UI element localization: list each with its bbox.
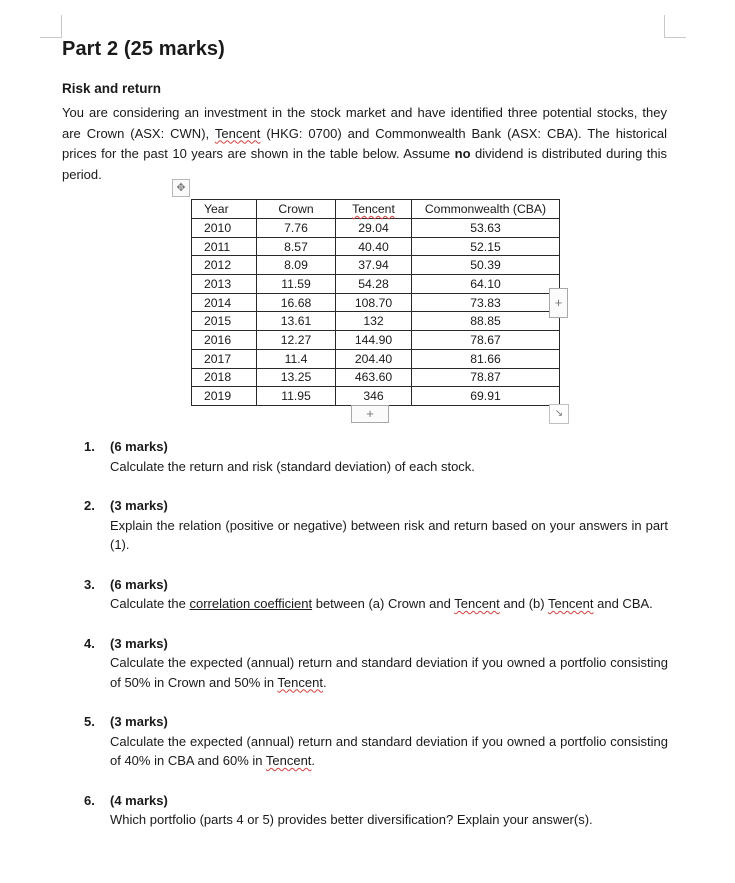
cell-tencent: 29.04 — [336, 219, 412, 238]
intro-paragraph: You are considering an investment in the stock market and have identified three potential stocks, they are Crown (ASX: CWN), Tencent (HKG: 0700) and Commonwealth Bank (ASX: CBA). The historical prices for the past 10 years are shown in the table below. Assume no dividend is distributed during this period. — [62, 105, 668, 182]
question-item: 2. (3 marks) Explain the relation (positive or negative) between risk and return based on your answers in part (1). — [84, 498, 668, 552]
cell-crown: 8.09 — [257, 256, 336, 275]
cell-crown: 12.27 — [257, 331, 336, 350]
table-row — [192, 275, 560, 294]
cell-year: 2017 — [192, 349, 257, 368]
cell-year: 2012 — [192, 256, 257, 275]
cell-cba: 69.91 — [412, 387, 560, 406]
cell-cba: 64.10 — [412, 275, 560, 294]
table-row — [192, 368, 560, 387]
cell-crown: 8.57 — [257, 237, 336, 256]
cell-tencent: 40.40 — [336, 237, 412, 256]
cell-tencent: 54.28 — [336, 275, 412, 294]
cell-crown: 11.4 — [257, 349, 336, 368]
cell-tencent: 463.60 — [336, 368, 412, 387]
crop-mark-left-horizontal — [40, 37, 62, 38]
cell-tencent: 37.94 — [336, 256, 412, 275]
question-item: 3. (6 marks) Calculate the correlation coefficient between (a) Crown and Tencent and (b) Tencent and CBA. — [84, 576, 653, 611]
page-title: Part 2 (25 marks) — [62, 38, 225, 60]
section-title: Risk and return — [62, 81, 162, 96]
crop-mark-right-horizontal — [664, 37, 686, 38]
cell-cba: 73.83 — [412, 293, 560, 312]
crop-mark-left-vertical — [61, 15, 62, 37]
cell-tencent: 144.90 — [336, 331, 412, 350]
cell-cba: 52.15 — [412, 237, 560, 256]
cell-year: 2010 — [192, 219, 257, 238]
cell-year: 2019 — [192, 387, 257, 406]
cell-year: 2015 — [192, 312, 257, 331]
spellcheck-word-tencent[interactable]: Tencent — [214, 125, 261, 141]
table-row — [192, 312, 560, 331]
cell-year: 2011 — [192, 237, 257, 256]
table-header-row — [192, 200, 560, 219]
question-item: 6. (4 marks) Which portfolio (parts 4 or 5) provides better diversification? Explain your answer(s). — [84, 792, 593, 827]
table-row — [192, 331, 560, 350]
cell-crown: 11.95 — [257, 387, 336, 406]
cell-cba: 78.67 — [412, 331, 560, 350]
table-row — [192, 387, 560, 406]
correlation-coefficient-link[interactable]: correlation coefficient — [189, 596, 313, 611]
add-column-button[interactable]: + — [549, 288, 568, 318]
table-row — [192, 293, 560, 312]
table-row — [192, 237, 560, 256]
cell-crown: 11.59 — [257, 275, 336, 294]
table-resize-handle-icon[interactable]: ↘ — [549, 404, 569, 424]
table-row — [192, 219, 560, 238]
cell-tencent: 132 — [336, 312, 412, 331]
header-tencent: Tencent — [336, 200, 412, 219]
cell-crown: 13.25 — [257, 368, 336, 387]
cell-year: 2018 — [192, 368, 257, 387]
cell-cba: 78.87 — [412, 368, 560, 387]
question-item: 4. (3 marks) Calculate the expected (annual) return and standard deviation if you owned a portfolio consisting of 50% in Crown and 50% in Tencent. — [84, 635, 668, 690]
cell-tencent: 204.40 — [336, 349, 412, 368]
cell-tencent: 346 — [336, 387, 412, 406]
table-move-handle-icon[interactable]: ✥ — [172, 179, 190, 197]
price-table — [191, 199, 560, 406]
cell-crown: 13.61 — [257, 312, 336, 331]
header-year: Year — [192, 200, 257, 219]
table-row — [192, 256, 560, 275]
question-item: 5. (3 marks) Calculate the expected (annual) return and standard deviation if you owned a portfolio consisting of 40% in CBA and 60% in Tencent. — [84, 714, 668, 768]
table-row — [192, 349, 560, 368]
cell-year: 2016 — [192, 331, 257, 350]
cell-tencent: 108.70 — [336, 293, 412, 312]
cell-year: 2014 — [192, 293, 257, 312]
header-crown: Crown — [257, 200, 336, 219]
header-cba: Commonwealth (CBA) — [412, 200, 560, 219]
question-list — [62, 437, 668, 850]
cell-cba: 88.85 — [412, 312, 560, 331]
cell-crown: 7.76 — [257, 219, 336, 238]
cell-year: 2013 — [192, 275, 257, 294]
cell-cba: 53.63 — [412, 219, 560, 238]
question-item: 1. (6 marks) Calculate the return and risk (standard deviation) of each stock. — [84, 439, 475, 474]
cell-cba: 50.39 — [412, 256, 560, 275]
cell-crown: 16.68 — [257, 293, 336, 312]
crop-mark-right-vertical — [664, 15, 665, 37]
add-row-button[interactable]: + — [351, 405, 389, 423]
cell-cba: 81.66 — [412, 349, 560, 368]
